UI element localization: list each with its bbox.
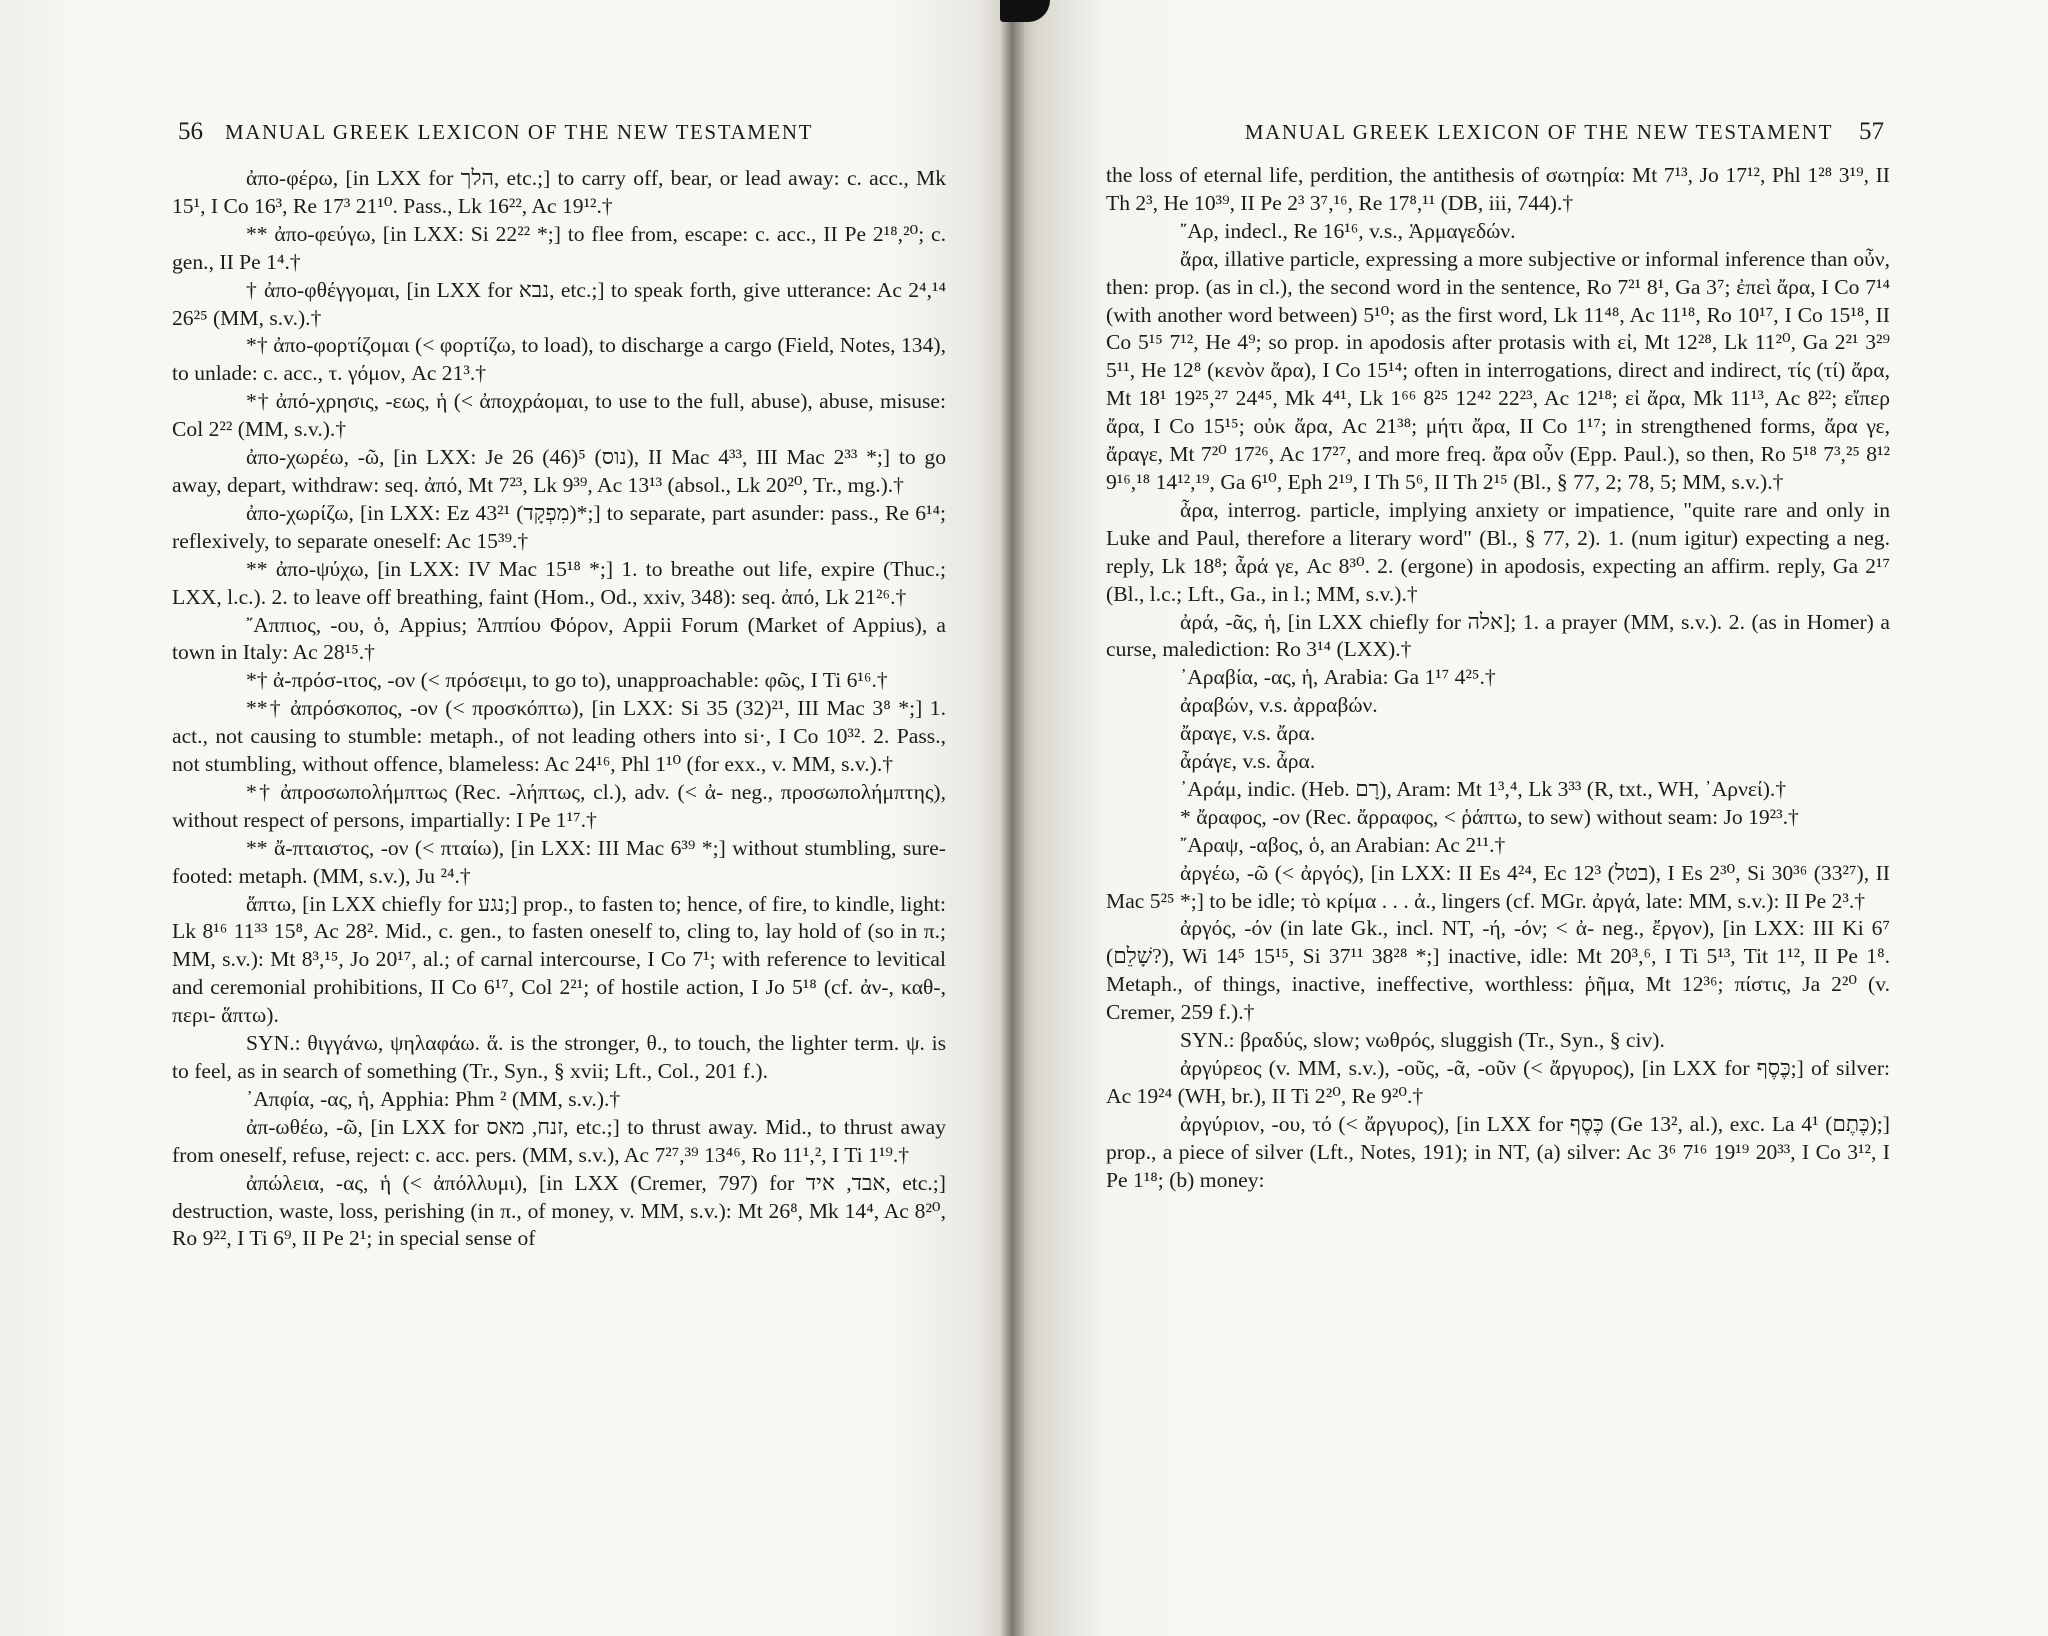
right-page-number: 57 [1859,118,1884,145]
entry-apphia: ᾿Απφία, -ας, ἡ, Apphia: Phm ² (MM, s.v.).† [246,1086,621,1111]
entry-apochresis: *† ἀπό-χρησις, -εως, ἡ (< ἀποχράομαι, to use to the full, abuse), abuse, misuse: Col 2²² (MM, s.v.).† [172,389,946,442]
entry-hapto: ἅπτω, [in LXX chiefly for נגע;] prop., to fasten to; hence, of fire, to kindle, light: Lk 8¹⁶ 11³³ 15⁸, Ac 28². Mid., c. gen., to fasten oneself to, cling to, lay hold of (so in π.; MM, s.v.): Mt 8³,¹⁵, Jo 20¹⁷, al.; of carnal intercourse, I Co 7¹; with reference to levitical and ceremonial prohibitions, II Co 6¹⁷, Col 2²¹; of hostile action, I Jo 5¹⁸ (cf. ἀν-, καθ-, περι- ἅπτω). [172,891,946,1028]
entry-apophortizomai: *† ἀπο-φορτίζομαι (< φορτίζω, to load), to discharge a cargo (Field, Notes, 134), to unlade: c. acc., τ. γόμον, Ac 21³.† [172,333,946,386]
entry-appios: ῎Αππιος, -ου, ὁ, Appius; Ἀππίου Φόρον, Appii Forum (Market of Appius), a town in Italy: Ac 28¹⁵.† [172,612,946,665]
entry-aproskopos: **† ἀπρόσκοπος, -ον (< προσκόπτω), [in LXX: Si 35 (32)²¹, III Mac 3⁸ *;] 1. act., not causing to stumble: metaph., of not leading others into si·, I Co 10³². 2. Pass., not stumbling, without offence, blameless: Ac 24¹⁶, Phl 1¹⁰ (for exx., v. MM, s.v.).† [172,696,946,777]
left-running-head [178,118,938,146]
entry-ara-illative: ἄρα, illative particle, expressing a more subjective or informal inference than οὖν, then: prop. (as in cl.), the second word in the sentence, Ro 7²¹ 8¹, Ga 3⁷; ἐπεὶ ἄρα, I Co 7¹⁴ (with another word between) 5¹⁰; as the first word, Lk 11⁴⁸, Ac 11¹⁸, Ro 10¹⁷, I Co 15¹⁸, II Co 5¹⁵ 7¹², He 4⁹; so prop. in apodosis after protasis with εἰ, Mt 12²⁸, Lk 11²⁰, Ga 2²¹ 3²⁹ 5¹¹, He 12⁸ (κενὸν ἄρα), I Co 15¹⁴; often in interrogations, direct and indirect, τίς (τί) ἄρα, Mt 18¹ 19²⁵,²⁷ 24⁴⁵, Mk 4⁴¹, Lk 1⁶⁶ 8²⁵ 12⁴² 22²³, Ac 12¹⁸; εἰ ἄρα, Mk 11¹³, Ac 8²²; εἴπερ ἄρα, I Co 15¹⁵; οὐκ ἄρα, Ac 21³⁸; μήτι ἄρα, II Co 1¹⁷; in strengthened forms, ἄρα γε, ἄραγε, Mt 7²⁰ 17²⁶, Ac 17²⁷, and more freq. ἄρα οὖν (Epp. Paul.), so then, Ro 5¹⁸ 7³,²⁵ 8¹² 9¹⁶,¹⁸ 14¹²,¹⁹, Ga 6¹⁰, Eph 2¹⁹, I Th 5⁶, II Th 2¹⁵ (Bl., § 77, 2; 78, 5; MM, s.v.).† [1106,246,1890,494]
entry-aprositos: *† ἀ-πρόσ-ιτος, -ον (< πρόσειμι, to go to), unapproachable: φῶς, I Ti 6¹⁶.† [246,668,888,693]
synonym-note-hapto: SYN.: θιγγάνω, ψηλαφάω. ἅ. is the stronger, θ., to touch, the lighter term. ψ. is to feel, as in search of something (Tr., Syn., § xvii; Lft., Col., 201 f.). [172,1031,946,1083]
entry-arabon: ἀραβών, v.s. ἀρραβών. [1180,693,1378,718]
entry-argyreos: ἀργύρεος (v. MM, s.v.), -οῦς, -ᾶ, -οῦν (< ἄργυρος), [in LXX for כֶּסֶף;] of silver: Ac 19²⁴ (WH, br.), II Ti 2²⁰, Re 9²⁰.† [1106,1056,1891,1108]
right-running-head [1184,118,1884,146]
book-gutter [1000,0,1024,1636]
entry-aram: ᾿Αράμ, indic. (Heb. רָם), Aram: Mt 1³,⁴, Lk 3³³ (R, txt., WH, ᾿Αρνεί).† [1180,776,1787,801]
entry-arage-interrog: ἆράγε, v.s. ἆρα. [1180,749,1316,774]
entry-apotheo: ἀπ-ωθέω, -ῶ, [in LXX for זנח, מאס, etc.;] to thrust away. Mid., to thrust away from oneself, refuse, reject: c. acc. pers. (MM, s.v.), Ac 7²⁷,³⁹ 13⁴⁶, Ro 11¹,², I Ti 1¹⁹.† [172,1114,947,1167]
entry-araphos: * ἄραφος, -ον (Rec. ἄρραφος, < ῥάπτω, to sew) without seam: Jo 19²³.† [1180,804,1799,829]
entry-ara-curse: ἀρά, -ᾶς, ἡ, [in LXX chiefly for אלה]; 1. a prayer (MM, s.v.). 2. (as in Homer) a curse, malediction: Ro 3¹⁴ (LXX).† [1106,609,1891,662]
entry-apophthengomai: † ἀπο-φθέγγομαι, [in LXX for נבא, etc.;] to speak forth, give utterance: Ac 2⁴,¹⁴ 26²⁵ (MM, s.v.).† [172,277,946,330]
entry-apophero: ἀπο-φέρω, [in LXX for הלך, etc.;] to carry off, bear, or lead away: c. acc., Mk 15¹, I Co 16³, Re 17³ 21¹⁰. Pass., Lk 16²², Ac 19¹².† [172,166,946,218]
entry-arage: ἄραγε, v.s. ἄρα. [1180,721,1316,746]
left-head-title: MANUAL GREEK LEXICON OF THE NEW TESTAMENT [225,120,814,144]
left-page-text [172,165,946,1253]
entry-ara-interrogative: ἆρα, interrog. particle, implying anxiety or impatience, "quite rare and only in Luke and Paul, therefore a literary word" (Bl., § 77, 2). 1. (num igitur) expecting a neg. reply, Lk 18⁸; ἆρά γε, Ac 8³⁰. 2. (ergone) in apodosis, expecting an affirm. reply, Ga 2¹⁷ (Bl., l.c.; Lft., Ga., in l.; MM, s.v.).† [1106,497,1890,606]
right-head-title: MANUAL GREEK LEXICON OF THE NEW TESTAMENT [1244,120,1833,144]
entry-apopheugo: ** ἀπο-φεύγω, [in LXX: Si 22²² *;] to flee from, escape: c. acc., II Pe 2¹⁸,²⁰; c. gen., II Pe 1⁴.† [172,221,946,274]
entry-argeo: ἀργέω, -ῶ (< ἀργός), [in LXX: II Es 4²⁴, Ec 12³ (בטל), I Es 2³⁰, Si 30³⁶ (33²⁷), II Mac 5²⁵ *;] to be idle; τὸ κρίμα . . . ἀ., lingers (cf. MGr. ἀργά, late: MM, s.v.): II Pe 2³.† [1106,860,1890,913]
synonym-note-argos: SYN.: βραδύς, slow; νωθρός, sluggish (Tr., Syn., § civ). [1180,1028,1665,1053]
entry-araps: ῎Αραψ, -αβος, ὁ, an Arabian: Ac 2¹¹.† [1180,832,1506,857]
entry-aptaistos: ** ἄ-πταιστος, -ον (< πταίω), [in LXX: III Mac 6³⁹ *;] without stumbling, sure-footed: metaph. (MM, s.v.), Ju ²⁴.† [172,835,946,888]
entry-apoleia-continued: the loss of eternal life, perdition, the antithesis of σωτηρία: Mt 7¹³, Jo 17¹², Phl 1²⁸ 3¹⁹, II Th 2³, He 10³⁹, II Pe 2³ 3⁷,¹⁶, Re 17⁸,¹¹ (DB, iii, 744).† [1106,163,1890,215]
entry-apochorizo: ἀπο-χωρίζω, [in LXX: Ez 43²¹ (מִפְקָד)*;] to separate, part asunder: pass., Re 6¹⁴; reflexively, to separate oneself: Ac 15³⁹.† [172,500,947,553]
left-page [0,0,1010,1636]
right-page-text [1106,162,1890,1195]
right-page [1010,0,2048,1636]
entry-arabia: ᾿Αραβία, -ας, ἡ, Arabia: Ga 1¹⁷ 4²⁵.† [1180,665,1496,690]
entry-ar: ῎Αρ, indecl., Re 16¹⁶, v.s., Ἁρμαγεδών. [1180,218,1516,243]
entry-argyrion: ἀργύριον, -ου, τό (< ἄργυρος), [in LXX for כֶּסֶף (Ge 13², al.), exc. La 4¹ (כֶּתֶם);] prop., a piece of silver (Lft., Notes, 191); in NT, (a) silver: Ac 3⁶ 7¹⁶ 19¹⁹ 20³³, I Co 3¹², I Pe 1¹⁸; (b) money: [1106,1111,1890,1192]
entry-aprosopolemptos: *† ἀπροσωπολήμπτως (Rec. -λήπτως, cl.), adv. (< ἀ- neg., προσωπολήμπτης), without respect of persons, impartially: I Pe 1¹⁷.† [172,779,946,832]
entry-argos: ἀργός, -όν (in late Gk., incl. NT, -ή, -όν; < ἀ- neg., ἔργον), [in LXX: III Ki 6⁷ (שָׁלֵם?), Wi 14⁵ 15¹⁵, Si 37¹¹ 38²⁸ *;] inactive, idle: Mt 20³,⁶, I Ti 5¹³, Tit 1¹², II Pe 1⁸. Metaph., of things, inactive, ineffective, worthless: ῥῆμα, Mt 12³⁶; πίστις, Ja 2²⁰ (v. Cremer, 259 f.).† [1106,916,1890,1025]
left-page-number: 56 [178,118,203,145]
entry-apochoreo: ἀπο-χωρέω, -ῶ, [in LXX: Je 26 (46)⁵ (נוס), II Mac 4³³, III Mac 2³³ *;] to go away, depart, withdraw: seq. ἀπό, Mt 7²³, Lk 9³⁹, Ac 13¹³ (absol., Lk 20²⁰, Tr., mg.).† [172,445,947,497]
entry-apopsycho: ** ἀπο-ψύχω, [in LXX: IV Mac 15¹⁸ *;] 1. to breathe out life, expire (Thuc.; LXX, l.c.). 2. to leave off breathing, faint (Hom., Od., xxiv, 348): seq. ἀπό, Lk 21²⁶.† [172,556,946,609]
entry-apoleia: ἀπώλεια, -ας, ἡ (< ἀπόλλυμι), [in LXX (Cremer, 797) for אבד, איד, etc.;] destruction, waste, loss, perishing (in π., of money, v. MM, s.v.): Mt 26⁸, Mk 14⁴, Ac 8²⁰, Ro 9²², I Ti 6⁹, II Pe 2¹; in special sense of [172,1170,946,1251]
